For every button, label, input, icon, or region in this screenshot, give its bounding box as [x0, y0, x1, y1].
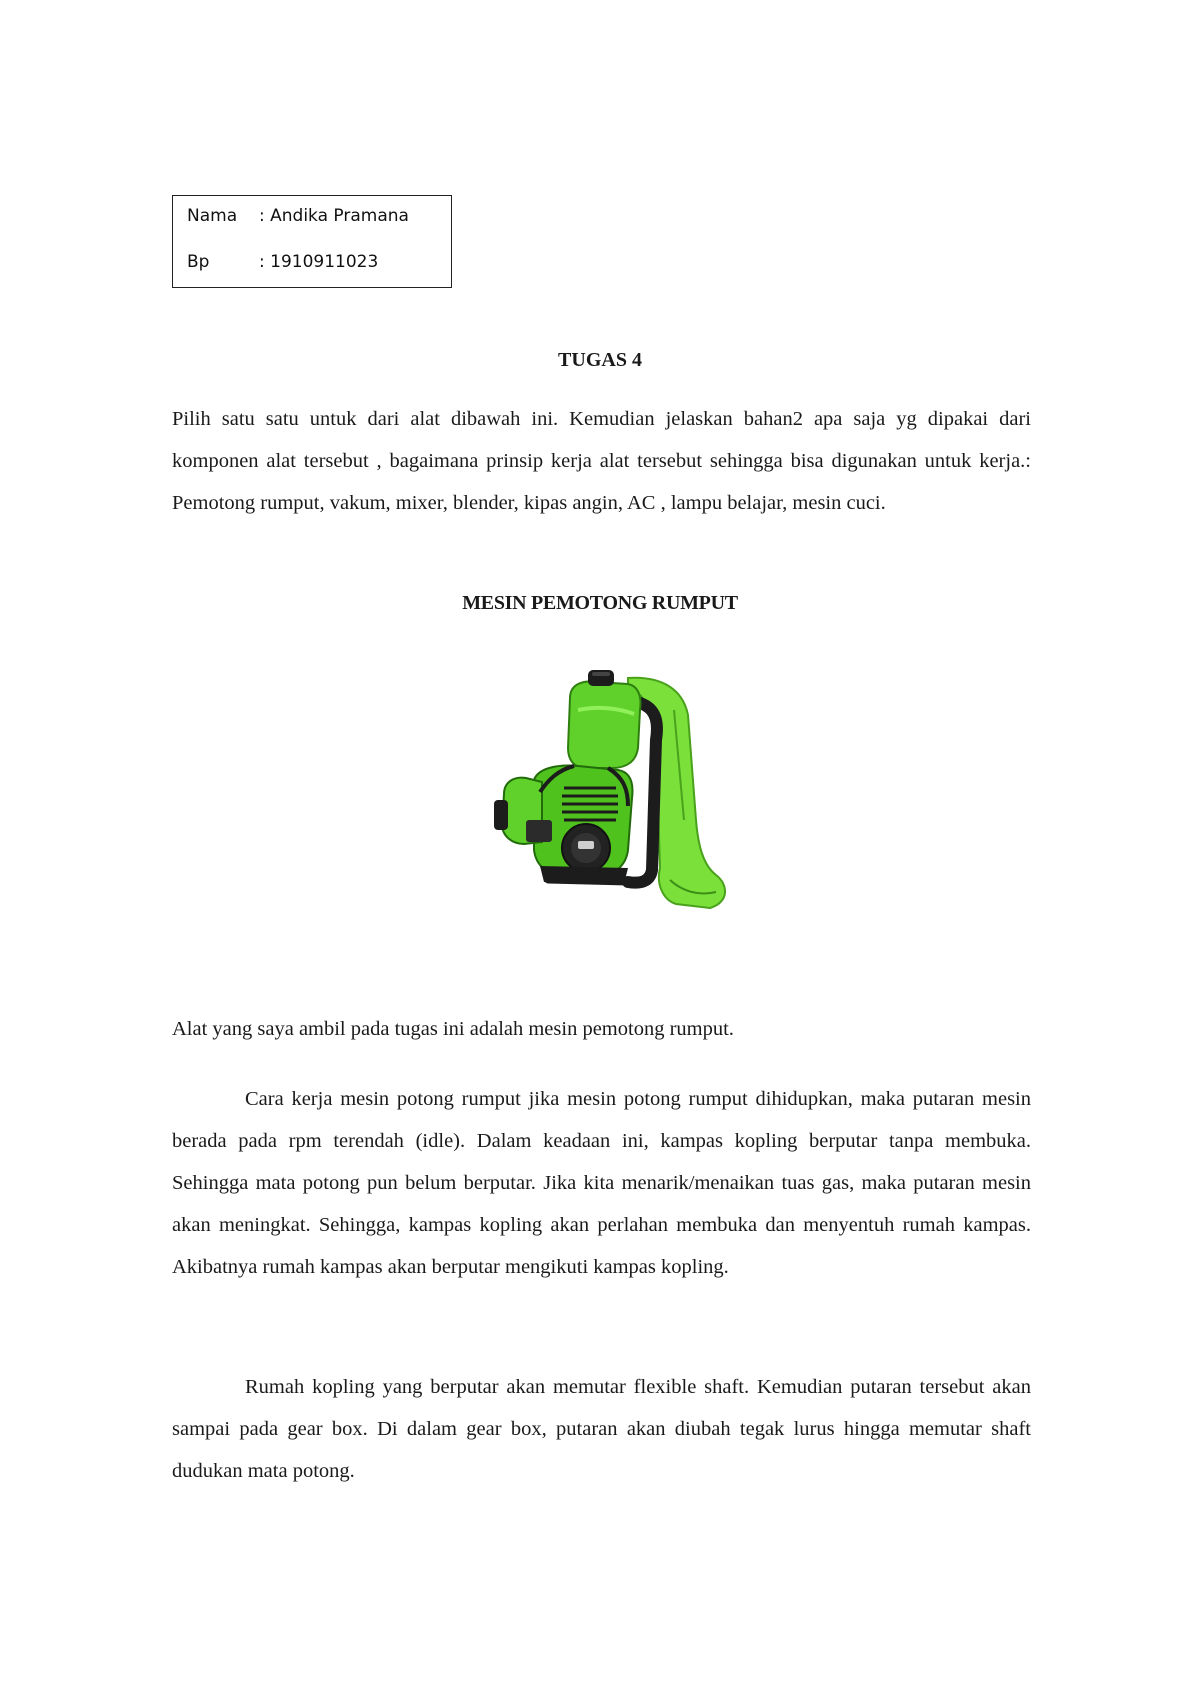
name-label: Nama [187, 206, 238, 226]
identity-box [172, 195, 452, 288]
fuel-tank [568, 682, 641, 768]
carburettor [526, 820, 552, 842]
grass-cutter-image [478, 670, 758, 950]
shoulder-strap [628, 678, 725, 908]
base-guard [540, 866, 628, 884]
grass-cutter-illustration [478, 670, 758, 950]
intro-paragraph: Alat yang saya ambil pada tugas ini adalah mesin pemotong rumput. [172, 1018, 734, 1040]
bp-label: Bp [187, 252, 210, 272]
task-paragraph: Pilih satu satu untuk dari alat dibawah ini. Kemudian jelaskan bahan2 apa saja yg dipakai dari komponen alat tersebut , bagaimana prinsip kerja alat tersebut sehingga bisa digunakan untuk kerja.: Pemotong rumput, vakum, mixer, blender, kipas angin, AC , lampu belajar, mesin cuci. [172, 408, 1031, 514]
working-principle-paragraph-2: Rumah kopling yang berputar akan memutar flexible shaft. Kemudian putaran tersebut akan sampai pada gear box. Di dalam gear box, putaran akan diubah tegak lurus hingga memutar shaft dudukan mata potong. [172, 1376, 1031, 1482]
bp-row [187, 252, 378, 272]
name-value: : Andika Pramana [259, 206, 409, 226]
name-row [187, 206, 409, 226]
section-title: MESIN PEMOTONG RUMPUT [462, 592, 738, 614]
page-title: TUGAS 4 [558, 349, 642, 371]
working-principle-paragraph-1: Cara kerja mesin potong rumput jika mesin potong rumput dihidupkan, maka putaran mesin berada pada rpm terendah (idle). Dalam keadaan ini, kampas kopling berputar tanpa membuka. Sehingga mata potong pun belum berputar. Jika kita menarik/menaikan tuas gas, maka putaran mesin akan meningkat. Sehingga, kampas kopling akan perlahan membuka dan menyentuh rumah kampas. Akibatnya rumah kampas akan berputar mengikuti kampas kopling. [172, 1088, 1031, 1278]
bp-value: : 1910911023 [259, 252, 379, 272]
